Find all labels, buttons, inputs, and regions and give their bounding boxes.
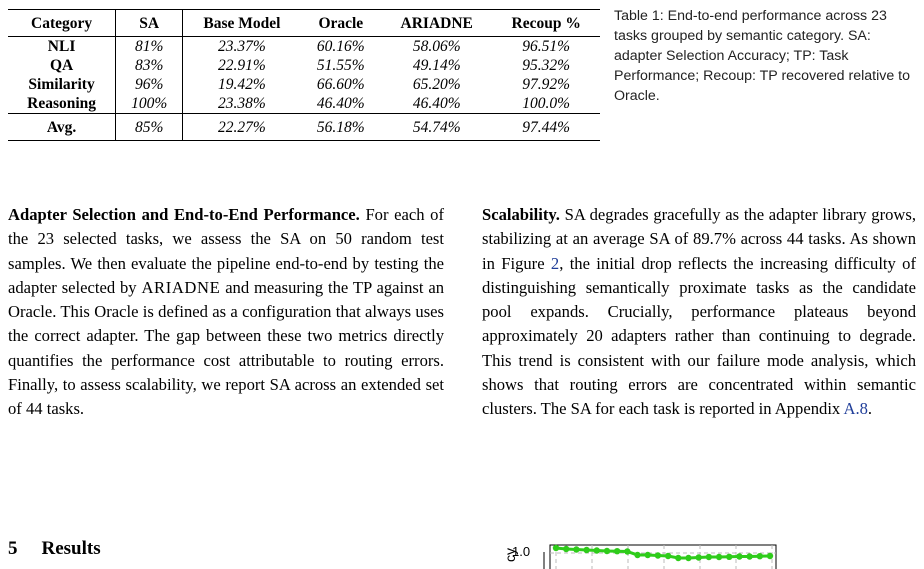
cell-base: 19.42% bbox=[217, 76, 266, 93]
cell-oracle: 56.18% bbox=[301, 114, 381, 141]
data-point bbox=[736, 553, 742, 559]
data-point bbox=[665, 553, 671, 559]
data-point bbox=[655, 552, 661, 558]
cell-sa: 83% bbox=[116, 56, 183, 75]
header-oracle: Oracle bbox=[301, 10, 381, 37]
left-paragraph bbox=[8, 203, 444, 422]
cell-recoup: 100.0% bbox=[522, 95, 571, 112]
table-row bbox=[8, 94, 600, 114]
right-paragraph bbox=[482, 203, 916, 422]
section-title: Results bbox=[41, 538, 101, 559]
data-point bbox=[594, 547, 600, 553]
table-row bbox=[8, 56, 600, 75]
data-point bbox=[583, 547, 589, 553]
header-base-model: Base Model bbox=[183, 10, 301, 37]
cell-category: Reasoning bbox=[8, 94, 116, 114]
results-table-wrapper bbox=[8, 9, 608, 141]
table-row bbox=[8, 75, 600, 94]
paragraph-text: . bbox=[867, 399, 873, 419]
paragraph-text: , the initial drop reflects the increasing difficulty of distinguishing semantically proximate tasks as the candidate pool expands. Crucially, performance plateaus beyond approximately 20 adapters rather than continuing to degrade. This trend is consistent with our failure mode analysis, which shows that routing errors are concentrated within semantic clusters. The SA for each task is reported in Appendix bbox=[482, 253, 916, 419]
data-point bbox=[675, 555, 681, 561]
paragraph-heading: Scalability. bbox=[482, 205, 560, 224]
cell-oracle: 66.60% bbox=[316, 76, 365, 93]
cell-recoup: 95.32% bbox=[522, 57, 571, 74]
data-point bbox=[757, 553, 763, 559]
data-point bbox=[706, 554, 712, 560]
table-row bbox=[8, 37, 600, 57]
cell-sa: 81% bbox=[116, 37, 183, 57]
cell-oracle: 51.55% bbox=[316, 57, 365, 74]
ariadne-name: ARIADNE bbox=[141, 277, 221, 297]
cell-base: 23.38% bbox=[217, 95, 266, 112]
cell-ariadne: 65.20% bbox=[412, 76, 461, 93]
cell-base: 23.37% bbox=[183, 37, 301, 57]
y-tick-label: 1.0 bbox=[512, 544, 531, 559]
section-heading bbox=[8, 538, 101, 560]
cell-sa: 100% bbox=[116, 94, 183, 114]
section-number: 5 bbox=[8, 538, 18, 559]
cell-recoup: 97.92% bbox=[522, 76, 571, 93]
scalability-plot bbox=[480, 540, 780, 569]
table-avg-row bbox=[8, 114, 600, 141]
data-point bbox=[624, 548, 630, 554]
figure-ref-link[interactable]: 2 bbox=[550, 253, 560, 273]
data-point bbox=[746, 553, 752, 559]
header-recoup: Recoup % bbox=[492, 10, 600, 37]
cell-base: 22.27% bbox=[183, 114, 301, 141]
results-table bbox=[8, 9, 600, 141]
cell-ariadne: 54.74% bbox=[381, 114, 492, 141]
data-point bbox=[716, 554, 722, 560]
cell-category: QA bbox=[8, 56, 116, 75]
y-axis-label: cy bbox=[502, 548, 518, 562]
data-point bbox=[563, 546, 569, 552]
cell-oracle: 60.16% bbox=[301, 37, 381, 57]
cell-recoup: 97.44% bbox=[492, 114, 600, 141]
data-point bbox=[726, 554, 732, 560]
paragraph-text: For each of the 23 selected tasks, we assess the SA on 50 random test samples. We then evaluate the pipeline end-to-end by testing the adapter selected by bbox=[8, 205, 444, 297]
cell-recoup: 96.51% bbox=[492, 37, 600, 57]
data-point bbox=[695, 554, 701, 560]
cell-category: NLI bbox=[8, 37, 116, 57]
cell-sa: 96% bbox=[116, 75, 183, 94]
paragraph-text: SA degrades gracefully as the adapter library grows, stabilizing at an average SA of 89.7% across 44 tasks. As shown in Figure bbox=[482, 205, 916, 273]
paragraph-heading: Adapter Selection and End-to-End Performance. bbox=[8, 205, 360, 224]
data-point bbox=[573, 546, 579, 552]
header-ariadne: ARIADNE bbox=[381, 10, 492, 37]
cell-base: 22.91% bbox=[217, 57, 266, 74]
data-point bbox=[645, 552, 651, 558]
cell-sa: 85% bbox=[116, 114, 183, 141]
cell-oracle: 46.40% bbox=[316, 95, 365, 112]
table-header-row bbox=[8, 10, 600, 37]
data-point bbox=[604, 548, 610, 554]
data-point bbox=[634, 552, 640, 558]
cell-ariadne: 58.06% bbox=[381, 37, 492, 57]
table-caption: Table 1: End-to-end performance across 23 tasks grouped by semantic category. SA: adapter Selection Accuracy; TP: Task Performance; Recoup: TP recovered relative to Oracle. bbox=[614, 8, 910, 104]
cell-ariadne: 46.40% bbox=[412, 95, 461, 112]
header-sa: SA bbox=[116, 10, 183, 37]
appendix-ref-link[interactable]: A.8 bbox=[843, 399, 868, 419]
header-category: Category bbox=[8, 10, 116, 37]
cell-category: Avg. bbox=[8, 114, 116, 141]
data-point bbox=[614, 548, 620, 554]
data-point bbox=[553, 545, 559, 551]
figure-fragment bbox=[480, 540, 780, 569]
data-point bbox=[685, 555, 691, 561]
paragraph-text: and measuring the TP against an Oracle. This Oracle is defined as a configuration that always uses the correct adapter. The gap between these two metrics directly quantifies the performance cost attributable to routing errors. Finally, to assess scalability, we report SA across an extended set of 44 tasks. bbox=[8, 277, 444, 419]
cell-ariadne: 49.14% bbox=[412, 57, 461, 74]
cell-category: Similarity bbox=[8, 75, 116, 94]
data-point bbox=[767, 553, 773, 559]
